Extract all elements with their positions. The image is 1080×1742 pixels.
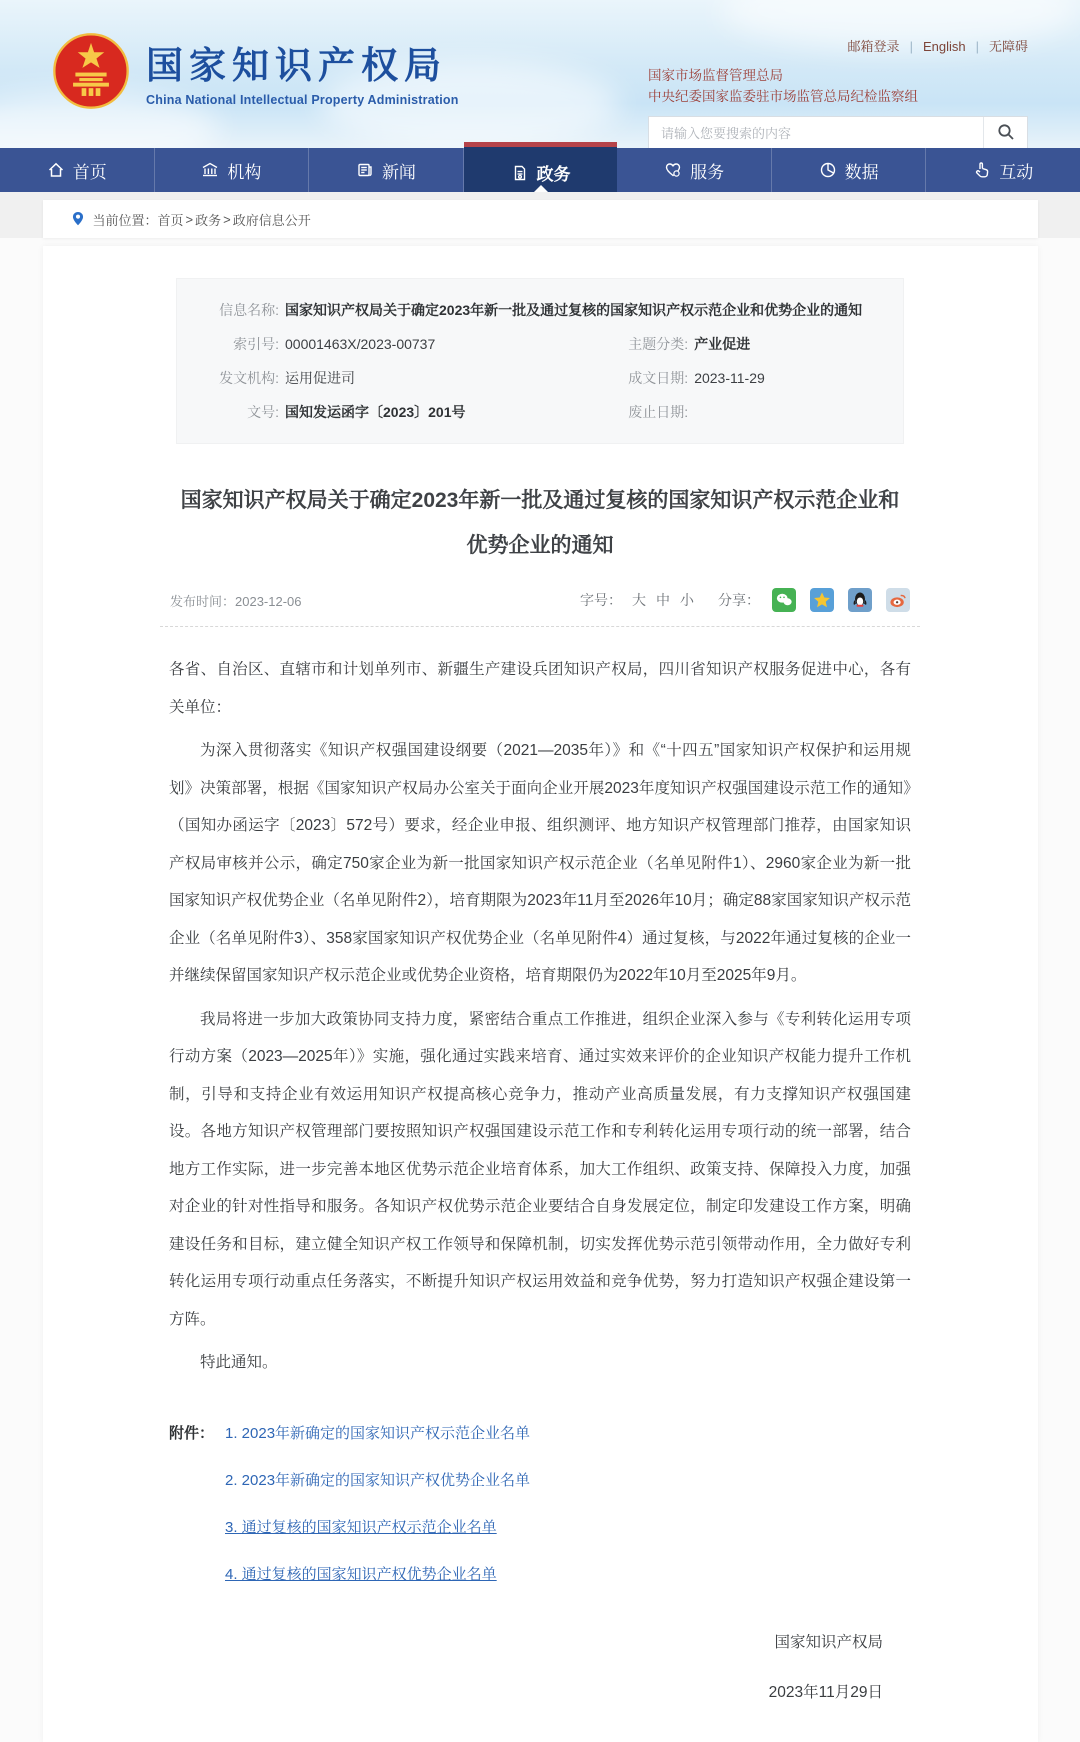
accessibility-link[interactable]: 无障碍: [988, 39, 1028, 54]
location-pin-icon: [71, 211, 85, 227]
font-size-large-button[interactable]: 大: [632, 592, 646, 609]
nav-label: 数据: [844, 162, 879, 182]
breadcrumb-home[interactable]: 首页: [157, 212, 184, 228]
search-input[interactable]: [649, 117, 983, 148]
nav-item-data[interactable]: [772, 148, 927, 192]
search-button[interactable]: [983, 117, 1027, 148]
content-card: [43, 246, 1038, 1742]
attachment-link-1[interactable]: 1. 2023年新确定的国家知识产权示范企业名单: [225, 1424, 531, 1442]
interaction-hand-icon: [973, 161, 991, 179]
font-size-small-button[interactable]: 小: [680, 592, 694, 609]
salutation: 各省、自治区、直辖市和计划单列市、新疆生产建设兵团知识产权局，四川省知识产权服务促进中心，各有关单位：: [169, 661, 911, 716]
signature-date: 2023年11月29日: [768, 1683, 883, 1701]
info-topic-label: 主题分类:: [628, 336, 689, 352]
home-icon: [47, 161, 65, 179]
weibo-share-icon[interactable]: [886, 588, 910, 612]
info-date-label: 成文日期:: [628, 370, 689, 386]
info-row-name: [199, 293, 881, 327]
nav-label: 政务: [536, 165, 571, 184]
spacer: [169, 1563, 225, 1584]
search-box: [648, 116, 1028, 148]
attachment-row-4: [169, 1563, 911, 1584]
info-index-value: 00001463X/2023-00737: [285, 336, 436, 352]
spacer: [169, 1469, 225, 1490]
info-expire-label: 废止日期:: [628, 404, 689, 420]
search-icon: [997, 123, 1015, 144]
info-row-3: [199, 361, 881, 395]
attachments-list: [169, 1422, 911, 1584]
attachment-row-1: [169, 1422, 911, 1443]
info-issuer-label: 发文机构:: [219, 370, 279, 386]
share-icons: [772, 588, 910, 612]
separator: [160, 626, 920, 627]
info-index-label: 索引号:: [233, 336, 279, 352]
qq-share-icon[interactable]: [848, 588, 872, 612]
attachment-link-4[interactable]: 4. 通过复核的国家知识产权优势企业名单: [225, 1565, 497, 1583]
info-issuer-value: 运用促进司: [285, 370, 355, 386]
mail-login-link[interactable]: 邮箱登录: [847, 39, 900, 54]
attachment-link-3[interactable]: 3. 通过复核的国家知识产权示范企业名单: [225, 1518, 497, 1536]
institution-icon: [201, 161, 219, 179]
nav-label: 首页: [72, 162, 107, 182]
body-paragraph-1: 为深入贯彻落实《知识产权强国建设纲要（2021—2035年）》和《“十四五”国家知识产权保护和运用规划》决策部署，根据《国家知识产权局办公室关于面向企业开展2023年度知识产权强国建设示范工作的通知》（国知办函运字〔2023〕572号）要求，经企业申报、组织测评、地方知识产权管理部门推荐，由国家知识产权局审核并公示，确定750家企业为新一批国家知识产权示范企业（名单见附件1）、2960家企业为新一批国家知识产权优势企业（名单见附件2），培育期限为2023年11月至2026年10月；确定88家国家知识产权示范企业（名单见附件3）、358家国家知识产权优势企业（名单见附件4）通过复核，与2022年通过复核的企业一并继续保留国家知识产权示范企业或优势企业资格，培育期限仍为2022年10月至2025年9月。: [169, 742, 911, 985]
related-org-links: [648, 65, 1028, 107]
breadcrumb-wrapper: [0, 192, 1080, 238]
signature-org: 国家知识产权局: [774, 1633, 883, 1651]
info-docno-value: 国知发运函字〔2023〕201号: [285, 404, 466, 420]
page-title: 国家知识产权局关于确定2023年新一批及通过复核的国家知识产权示范企业和优势企业的通知: [180, 489, 900, 558]
gov-affairs-icon: [511, 164, 529, 182]
breadcrumb: [43, 200, 1038, 238]
info-expire-value: [688, 395, 694, 429]
attachment-row-2: [169, 1469, 911, 1490]
nav-item-home[interactable]: [0, 148, 155, 192]
qzone-share-icon[interactable]: [810, 588, 834, 612]
attachments-label: 附件：: [169, 1424, 215, 1442]
breadcrumb-separator: >: [185, 211, 194, 227]
breadcrumb-gov-affairs[interactable]: 政务: [195, 212, 222, 228]
publish-time: [170, 591, 302, 610]
info-name-value: 国家知识产权局关于确定2023年新一批及通过复核的国家知识产权示范企业和优势企业的通知: [285, 302, 863, 318]
spacer: [169, 1516, 225, 1537]
signature-block: [169, 1630, 911, 1702]
body-paragraph-2: 我局将进一步加大政策协同支持力度，紧密结合重点工作推进，组织企业深入参与《专利转化运用专项行动方案（2023—2025年）》实施，强化通过实践来培育、通过实效来评价的企业知识产权能力提升工作机制，引导和支持企业有效运用知识产权提高核心竞争力，推动产业高质量发展，有力支撑知识产权强国建设。各地方知识产权管理部门要按照知识产权强国建设示范工作和专利转化运用专项行动的统一部署，结合地方工作实际，进一步完善本地区优势示范企业培育体系，加大工作组织、政策支持、保障投入力度，加强对企业的针对性指导和服务。各知识产权优势示范企业要结合自身发展定位，制定印发建设工作方案，明确建设任务和目标，建立健全知识产权工作领导和保障机制，切实发挥优势示范引领带动作用，全力做好专利转化运用专项行动重点任务落实，不断提升知识产权运用效益和竞争优势，努力打造知识产权强企建设第一方阵。: [169, 1010, 911, 1328]
info-date-value: 2023-11-29: [694, 370, 765, 386]
info-row-4: [199, 395, 881, 429]
notice-body: [169, 651, 911, 1382]
nav-label: 互动: [999, 162, 1034, 182]
publish-label: 发布时间：: [170, 593, 236, 609]
service-heart-icon: [664, 161, 682, 179]
nav-item-gov-affairs[interactable]: [464, 142, 618, 192]
attachment-row-3: [169, 1516, 911, 1537]
nav-item-institution[interactable]: [155, 148, 310, 192]
info-name-label: 信息名称:: [219, 302, 279, 318]
news-icon: [356, 161, 374, 179]
info-row-2: [199, 327, 881, 361]
divider: |: [909, 39, 913, 54]
nav-item-news[interactable]: [309, 148, 464, 192]
info-docno-label: 文号:: [247, 404, 279, 420]
site-title-en: China National Intellectual Property Administration: [146, 93, 459, 107]
site-title: 国家知识产权局: [146, 45, 447, 86]
attachment-link-2[interactable]: 2. 2023年新确定的国家知识产权优势企业名单: [225, 1471, 531, 1489]
article-meta-row: [170, 588, 910, 612]
article-tools: [580, 588, 910, 612]
national-emblem-logo: [52, 32, 130, 110]
divider: |: [975, 39, 979, 54]
font-size-medium-button[interactable]: 中: [656, 592, 670, 609]
wechat-share-icon[interactable]: [772, 588, 796, 612]
site-header: [0, 0, 1080, 148]
discipline-inspection-link[interactable]: 中央纪委国家监委驻市场监管总局纪检监察组: [648, 89, 918, 104]
breadcrumb-label: 当前位置：: [92, 212, 158, 228]
main-nav: [0, 148, 1080, 192]
nav-label: 机构: [227, 162, 262, 182]
samr-link[interactable]: 国家市场监督管理总局: [648, 68, 783, 83]
share-label: 分享：: [718, 592, 760, 609]
nav-label: 新闻: [381, 162, 416, 182]
nav-label: 服务: [690, 162, 725, 182]
english-link[interactable]: English: [922, 39, 966, 54]
breadcrumb-info-disclosure[interactable]: 政府信息公开: [232, 212, 311, 228]
breadcrumb-separator: >: [223, 211, 231, 227]
font-size-label: 字号：: [580, 592, 622, 609]
publish-date: 2023-12-06: [235, 593, 302, 609]
doc-info-table: [176, 278, 904, 444]
nav-item-interaction[interactable]: [926, 148, 1080, 192]
header-top-links: [648, 36, 1028, 55]
info-topic-value: 产业促进: [694, 336, 751, 352]
data-pie-icon: [819, 161, 837, 179]
nav-item-services[interactable]: [617, 148, 772, 192]
closing-line: 特此通知。: [200, 1354, 278, 1372]
